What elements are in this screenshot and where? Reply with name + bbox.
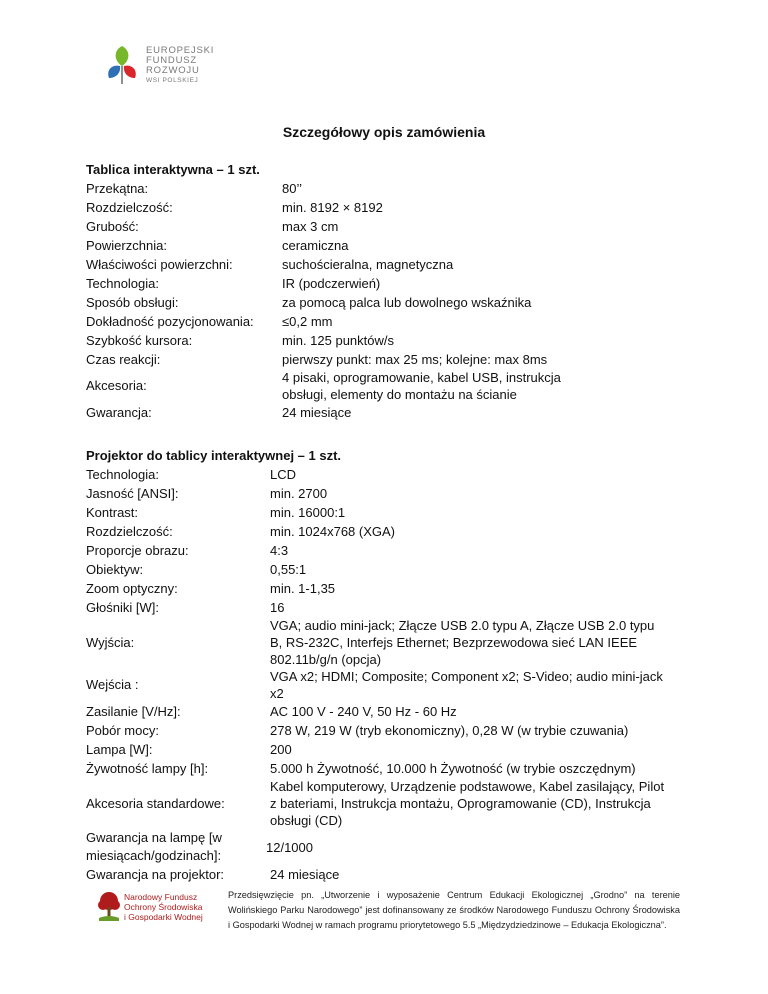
projector-heading: Projektor do tablicy interaktywnej – 1 szt. [86, 448, 342, 463]
spec-row: Głośniki [W]: 16 [86, 599, 285, 615]
spec-row: Zoom optyczny: min. 1-1,35 [86, 580, 336, 596]
spec-row: Gwarancja na projektor: 24 miesiące [86, 866, 340, 882]
efrwp-logo-text: EUROPEJSKI FUNDUSZ ROZWOJU WSI POLSKIEJ [146, 45, 215, 84]
spec-row: Rozdzielczość: min. 8192 × 8192 [86, 199, 383, 215]
spec-row: Wejścia : VGA x2; HDMI; Composite; Component x2; S-Video; audio mini-jack x2 [86, 669, 663, 701]
spec-row: Przekątna: 80’’ [86, 180, 303, 196]
spec-row: Czas reakcji: pierwszy punkt: max 25 ms; kolejne: max 8ms [86, 351, 548, 367]
projector-spec-section [86, 446, 696, 884]
spec-row: Kontrast: min. 16000:1 [86, 504, 346, 520]
spec-row: Grubość: max 3 cm [86, 218, 339, 234]
spec-row: Lampa [W]: 200 [86, 741, 292, 757]
spec-row: Akcesoria standardowe: Kabel komputerowy, Urządzenie podstawowe, Kabel zasilający, Pilot z bateriami, Instrukcja montażu, Oprogramowanie (CD), Instrukcja obsługi (CD) [86, 779, 665, 828]
spec-row: Pobór mocy: 278 W, 219 W (tryb ekonomiczny), 0,28 W (w trybie czuwania) [86, 722, 629, 738]
spec-row: Sposób obsługi: za pomocą palca lub dowolnego wskaźnika [86, 294, 532, 310]
spec-row: Jasność [ANSI]: min. 2700 [86, 485, 328, 501]
tree-logo-icon [96, 890, 122, 924]
spec-row: Zasilanie [V/Hz]: AC 100 V - 240 V, 50 Hz - 60 Hz [86, 703, 457, 719]
spec-row: Wyjścia: VGA; audio mini-jack; Złącze USB 2.0 typu A, Złącze USB 2.0 typu B, RS-232C, Interfejs Ethernet; Bezprzewodowa sieć LAN IEEE 802.11b/g/n (opcja) [86, 618, 655, 667]
page-title: Szczegółowy opis zamówienia [282, 124, 486, 140]
nfosigw-logo-text: Narodowy Fundusz Ochrony Środowiska i Gospodarki Wodnej [124, 892, 203, 922]
spec-row: Dokładność pozycjonowania: ≤0,2 mm [86, 313, 333, 329]
nfosigw-logo [96, 886, 216, 936]
spec-row: Rozdzielczość: min. 1024x768 (XGA) [86, 523, 396, 539]
spec-row: Technologia: IR (podczerwień) [86, 275, 381, 291]
spec-row: Obiektyw: 0,55:1 [86, 561, 307, 577]
spec-row: Żywotność lampy [h]: 5.000 h Żywotność, 10.000 h Żywotność (w trybie oszczędnym) [86, 760, 636, 776]
spec-row: Powierzchnia: ceramiczna [86, 237, 349, 253]
efrwp-logo [100, 42, 230, 92]
spec-row: Gwarancja na lampę [w miesiącach/godzinach]: 12/1000 [86, 830, 313, 863]
spec-row: Akcesoria: 4 pisaki, oprogramowanie, kabel USB, instrukcja obsługi, elementy do montażu na ścianie [86, 370, 561, 402]
board-heading: Tablica interaktywna – 1 szt. [86, 162, 260, 177]
leaf-logo-icon [100, 42, 144, 88]
board-spec-section [86, 160, 696, 422]
footer-funding-note: Przedsięwzięcie pn. „Utworzenie i wyposażenie Centrum Edukacji Ekologicznej „Grodno” na terenie Wolińskiego Parku Narodowego” jest dofinansowany ze środków Narodowego Funduszu Ochrony Środowiska i Gospodarki Wodnej w ramach programu priorytetowego 5.5 „Międzydziedzinowe – Edukacja Ekologiczna”. [228, 890, 680, 930]
spec-row: Proporcje obrazu: 4:3 [86, 542, 289, 558]
spec-row: Gwarancja: 24 miesiące [86, 404, 352, 420]
spec-row: Szybkość kursora: min. 125 punktów/s [86, 332, 395, 348]
spec-row: Właściwości powierzchni: suchościeralna, magnetyczna [86, 256, 454, 272]
spec-row: Technologia: LCD [86, 466, 297, 482]
